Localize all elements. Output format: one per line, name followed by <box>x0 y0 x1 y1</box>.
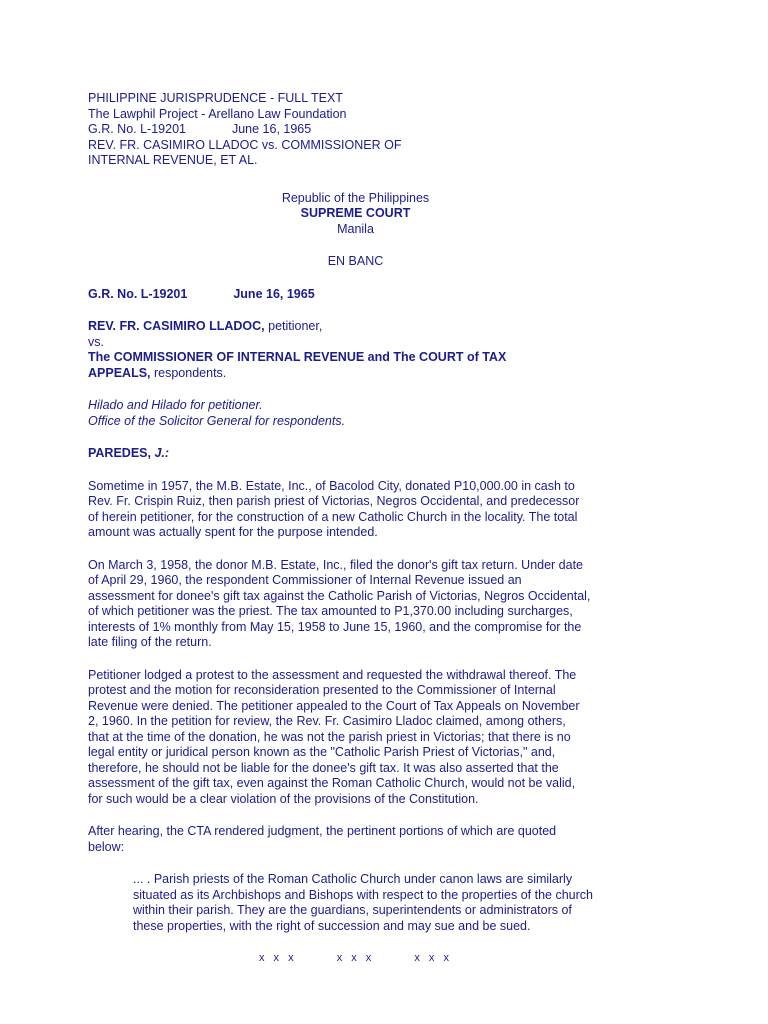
court-name: SUPREME COURT <box>300 206 411 220</box>
section-separator <box>88 951 623 967</box>
paragraph-line: Rev. Fr. Crispin Ruiz, then parish priest of Victorias, Negros Occidental, and predecessor <box>88 494 580 508</box>
paragraph-line: of herein petitioner, for the construction of a new Catholic Church in the locality. The total <box>88 509 578 524</box>
versus-text: vs. <box>88 334 104 349</box>
header-collection-title: PHILIPPINE JURISPRUDENCE - FULL TEXT <box>88 91 343 105</box>
respondents-role: respondents. <box>150 365 227 380</box>
case-parties <box>88 319 623 381</box>
counsel-block <box>88 398 623 429</box>
header-source: The Lawphil Project - Arellano Law Foundation <box>88 106 347 121</box>
caption-gr-line <box>88 287 623 303</box>
court-city: Manila <box>337 221 374 236</box>
paragraph-line: protest and the motion for reconsideration presented to the Commissioner of Internal <box>88 683 556 697</box>
paragraph-line: 2, 1960. In the petition for review, the Rev. Fr. Casimiro Lladoc claimed, among others, <box>88 714 566 728</box>
paragraph-line: On March 3, 1958, the donor M.B. Estate, Inc., filed the donor's gift tax return. Under date <box>88 557 584 572</box>
paragraph-line: legal entity or juridical person known as the "Catholic Parish Priest of Victorias," and, <box>88 745 556 759</box>
paragraph-line: of which petitioner was the priest. The tax amounted to P1,370.00 including surcharges, <box>88 604 573 618</box>
paragraph-2 <box>88 558 623 651</box>
court-block <box>88 191 623 270</box>
petitioner-role: petitioner, <box>264 319 323 333</box>
paragraph-line: that at the time of the donation, he was not the parish priest in Victorias; that there is no <box>88 729 571 744</box>
respondents-line-1: The COMMISSIONER OF INTERNAL REVENUE and The COURT of TAX <box>88 350 507 364</box>
header-case-title-1: REV. FR. CASIMIRO LLADOC vs. COMMISSIONER OF <box>88 137 402 152</box>
quote-line: these properties, with the right of succession and may sue and be sued. <box>133 918 531 933</box>
paragraph-line: Sometime in 1957, the M.B. Estate, Inc., of Bacolod City, donated P10,000.00 in cash to <box>88 478 575 493</box>
header-gr-number: G.R. No. L-19201 <box>88 122 186 136</box>
paragraph-line: below: <box>88 839 125 854</box>
paragraph-line: Revenue were denied. The petitioner appealed to the Court of Tax Appeals on November <box>88 698 580 713</box>
ponente-title: J.: <box>150 446 170 460</box>
paragraph-line: amount was actually spent for the purpose intended. <box>88 525 378 539</box>
paragraph-1 <box>88 479 623 541</box>
respondents-line-2 <box>88 366 623 382</box>
header-gr-line <box>88 122 623 138</box>
paragraph-line: of April 29, 1960, the respondent Commissioner of Internal Revenue issued an <box>88 573 522 587</box>
caption-gr-number: G.R. No. L-19201 <box>88 286 188 301</box>
ponente-name: PAREDES, <box>88 446 151 460</box>
document-header <box>88 91 623 169</box>
paragraph-3 <box>88 668 623 808</box>
header-date: June 16, 1965 <box>231 122 312 136</box>
ponente <box>88 446 623 462</box>
court-division: EN BANC <box>327 254 384 268</box>
quote-line: within their parish. They are the guardians, superintendents or administrators of <box>133 903 572 917</box>
counsel-petitioner: Hilado and Hilado for petitioner. <box>88 398 263 412</box>
petitioner-name: REV. FR. CASIMIRO LLADOC, <box>88 319 265 333</box>
paragraph-line: After hearing, the CTA rendered judgment, the pertinent portions of which are quoted <box>88 824 557 838</box>
petitioner-line <box>88 319 623 335</box>
paragraph-line: assessment for donee's gift tax against the Catholic Parish of Victorias, Negros Occidental, <box>88 588 591 603</box>
separator-mark: x x x <box>414 952 452 964</box>
court-republic: Republic of the Philippines <box>281 190 430 205</box>
caption-date: June 16, 1965 <box>233 286 315 301</box>
paragraph-line: for such would be a clear violation of the provisions of the Constitution. <box>88 791 479 806</box>
quoted-passage <box>133 872 623 934</box>
respondents-line-2-bold: APPEALS, <box>88 365 151 380</box>
paragraph-line: assessment of the gift tax, even against the Roman Catholic Church, would not be valid, <box>88 776 576 790</box>
paragraph-line: interests of 1% monthly from May 15, 1958 to June 15, 1960, and the compromise for the <box>88 619 582 634</box>
counsel-respondents: Office of the Solicitor General for respondents. <box>88 413 346 428</box>
paragraph-4 <box>88 824 623 855</box>
paragraph-line: late filing of the return. <box>88 635 212 649</box>
header-case-title-2: INTERNAL REVENUE, ET AL. <box>88 153 258 167</box>
separator-mark: x x x <box>259 952 297 964</box>
separator-mark: x x x <box>336 952 375 964</box>
document-body <box>88 91 623 967</box>
quote-line: situated as its Archbishops and Bishops with respect to the properties of the church <box>133 887 593 902</box>
paragraph-line: therefore, he should not be liable for the donee's gift tax. It was also asserted that the <box>88 760 559 775</box>
quote-line: ... . Parish priests of the Roman Catholic Church under canon laws are similarly <box>133 872 573 886</box>
paragraph-line: Petitioner lodged a protest to the assessment and requested the withdrawal thereof. The <box>88 667 577 682</box>
